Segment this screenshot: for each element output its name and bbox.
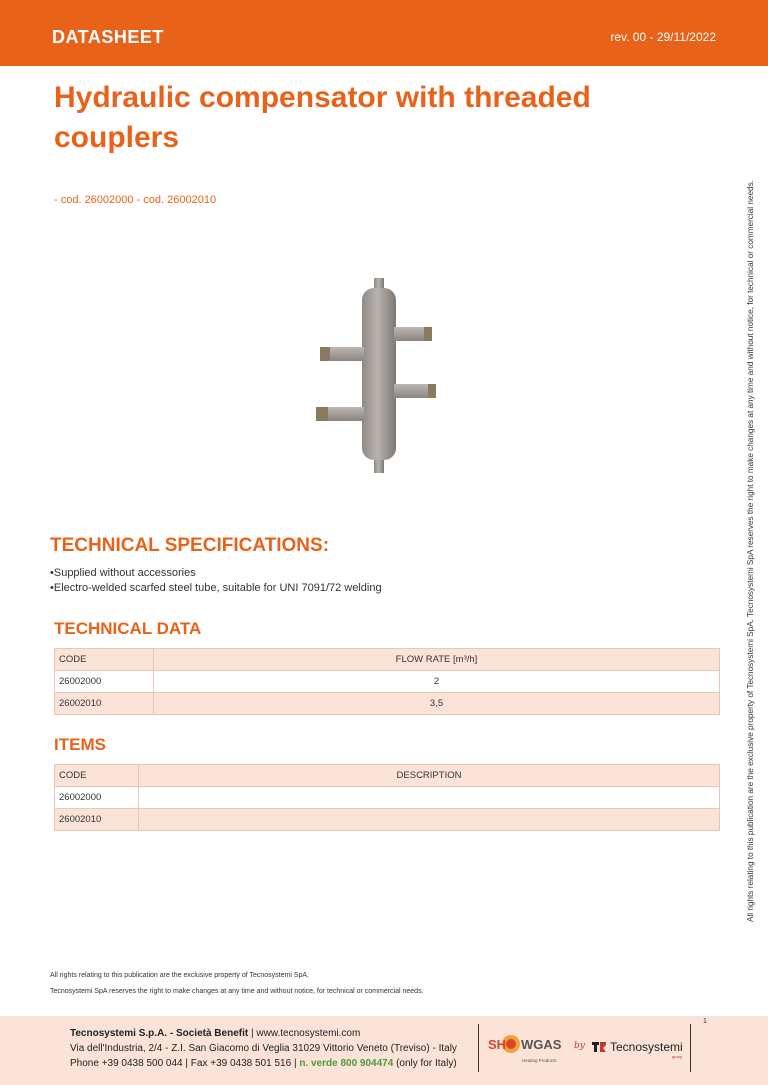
header-bar — [0, 0, 768, 66]
items-table — [54, 764, 720, 831]
page-number: 1 — [703, 1018, 707, 1025]
svg-text:Tecnosystemi: Tecnosystemi — [610, 1040, 683, 1054]
toll-free-note: (only for Italy) — [396, 1058, 457, 1069]
company-fax: Fax +39 0438 501 516 — [190, 1058, 292, 1069]
revision-date: rev. 00 - 29/11/2022 — [610, 30, 716, 44]
tecnosystemi-logo — [590, 1036, 688, 1066]
svg-text:SH: SH — [488, 1037, 507, 1052]
svg-text:group: group — [672, 1054, 683, 1059]
cell-code: 26002000 — [55, 787, 139, 809]
cell-code: 26002000 — [55, 671, 154, 693]
product-image — [300, 270, 460, 484]
specs-title: TECHNICAL SPECIFICATIONS: — [50, 535, 330, 556]
table-row — [55, 671, 720, 693]
table-header-row — [55, 649, 720, 671]
company-website[interactable]: www.tecnosystemi.com — [256, 1028, 361, 1039]
product-codes: - cod. 26002000 - cod. 26002010 — [54, 194, 217, 206]
svg-text:by: by — [574, 1041, 585, 1051]
technical-data-title: TECHNICAL DATA — [54, 619, 202, 638]
column-header-code: CODE — [55, 765, 139, 787]
showgas-logo — [488, 1032, 588, 1072]
svg-text:WGAS: WGAS — [521, 1037, 562, 1052]
footer-divider — [478, 1024, 479, 1072]
footnote-rights: All rights relating to this publication are the exclusive property of Tecnosystemi SpA. — [50, 972, 309, 979]
column-header-code: CODE — [55, 649, 154, 671]
separator: | — [185, 1058, 188, 1069]
table-header-row — [55, 765, 720, 787]
company-name: Tecnosystemi S.p.A. - Società Benefit — [70, 1028, 249, 1039]
svg-text:Heating Products: Heating Products — [522, 1058, 557, 1063]
technical-data-table — [54, 648, 720, 715]
separator: | — [293, 1058, 297, 1069]
column-header-flow-rate: FLOW RATE [m³/h] — [154, 649, 720, 671]
cell-description — [139, 787, 720, 809]
company-phone: Phone +39 0438 500 044 — [70, 1058, 183, 1069]
items-title: ITEMS — [54, 735, 106, 754]
cell-code: 26002010 — [55, 693, 154, 715]
page-title: Hydraulic compensator with threaded couplers — [54, 81, 591, 154]
company-address: Via dell'Industria, 2/4 - Z.I. San Giacomo di Veglia 31029 Vittorio Veneto (Treviso) - Italy — [70, 1043, 457, 1054]
table-row — [55, 693, 720, 715]
company-info — [70, 1026, 457, 1071]
footnote-changes: Tecnosystemi SpA reserves the right to make changes at any time and without notice, for technical or commercial needs. — [50, 988, 424, 995]
cell-flow-rate: 2 — [154, 671, 720, 693]
cell-description — [139, 809, 720, 831]
table-row — [55, 809, 720, 831]
cell-code: 26002010 — [55, 809, 139, 831]
footer-divider — [690, 1024, 691, 1072]
toll-free-number: n. verde 800 904474 — [299, 1058, 394, 1069]
cell-flow-rate: 3,5 — [154, 693, 720, 715]
datasheet-label: DATASHEET — [52, 27, 164, 47]
column-header-description: DESCRIPTION — [139, 765, 720, 787]
side-copyright-note: All rights relating to this publication are the exclusive property of Tecnosystemi SpA. Tecnosystemi SpA reserves the right to make changes at any time and without notice, for technical or commercial needs. — [746, 180, 755, 922]
spec-item: • Electro-welded scarfed steel tube, suitable for UNI 7091/72 welding — [50, 581, 382, 596]
table-row — [55, 787, 720, 809]
separator: | — [250, 1028, 254, 1039]
specs-list — [50, 566, 382, 596]
spec-item: • Supplied without accessories — [50, 566, 382, 581]
footer — [0, 1016, 768, 1085]
